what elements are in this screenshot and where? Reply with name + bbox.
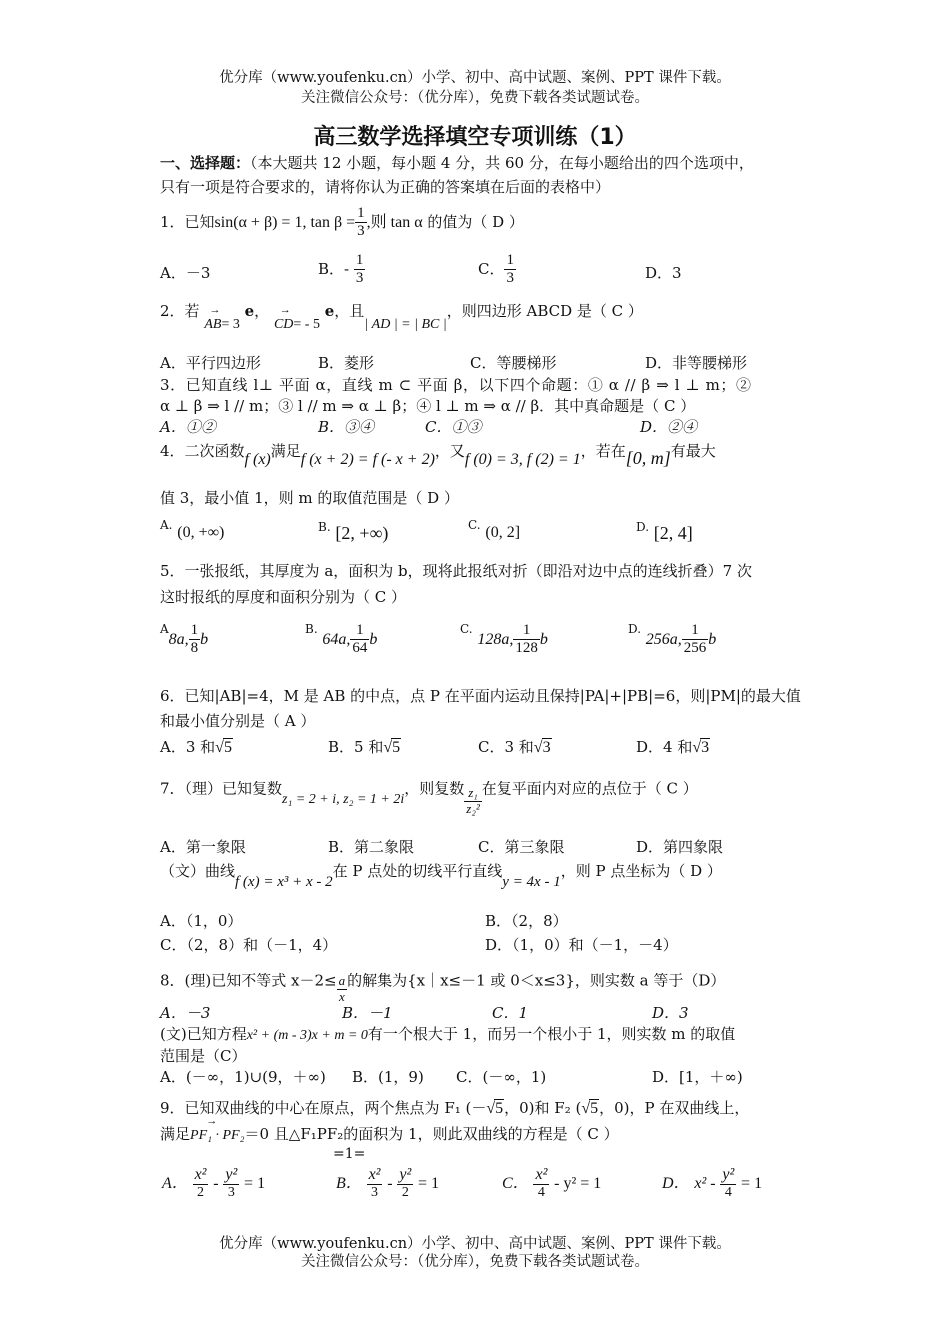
footer-line-2: 关注微信公众号：（优分库），免费下载各类试题试卷。 bbox=[301, 1254, 649, 1270]
header-line-2: 关注微信公众号：（优分库），免费下载各类试题试卷。 bbox=[301, 90, 649, 106]
question-9-line-2: 满足→ PF₁ · PF₂＝0 且△F₁PF₂的面积为 1，则此双曲线的方程是（ C ） bbox=[160, 1123, 619, 1144]
q8-option-b: B．－1 bbox=[342, 1004, 393, 1022]
question-6-line-1: 6．已知|AB|=4，M 是 AB 的中点，点 P 在平面内运动且保持|PA|+|PB|=6，则|PM|的最大值 bbox=[160, 687, 801, 705]
question-9-line-1: 9．已知双曲线的中心在原点，两个焦点为 F₁ (－√5，0)和 F₂ (√5，0)，P 在双曲线上， bbox=[160, 1099, 750, 1117]
q3-option-c: C．①③ bbox=[425, 418, 482, 436]
q2-option-d: D．非等腰梯形 bbox=[645, 354, 748, 372]
q1-option-b: B．- $\frac{1}{3}$ bbox=[318, 252, 364, 287]
question-4-line-1: 4．二次函数f (x)满足f (x + 2) = f (- x + 2)，又f (0) = 3, f (2) = 1，若在[0, m]有最大 bbox=[160, 442, 716, 468]
question-5-line-2: 这时报纸的厚度和面积分别为（ C ） bbox=[160, 588, 407, 606]
q8-option-c: C．1 bbox=[492, 1004, 529, 1022]
q2-option-b: B．菱形 bbox=[318, 354, 375, 372]
q5-option-c: $^{C.}$ 128a, $\frac{1}{128}$ b bbox=[460, 622, 548, 657]
question-8-wen-line-2: 范围是（C） bbox=[160, 1047, 247, 1065]
q9-option-b: B． $\frac{\text{x²}}{3}$ - $\frac{\text{y²}}{2}$ = 1 bbox=[336, 1166, 440, 1201]
q1-stem: sin(α + β) = 1, tan β = bbox=[214, 213, 356, 231]
q9-option-c: C． $\frac{\text{x²}}{4}$ - y² = 1 bbox=[502, 1166, 602, 1201]
q9-option-d: D． x² - $\frac{\text{y²}}{4}$ = 1 bbox=[662, 1166, 763, 1201]
q8-wen-option-d: D．[1，＋∞) bbox=[652, 1068, 743, 1086]
q3-option-d: D．②④ bbox=[640, 418, 698, 436]
q9-option-a: A． $\frac{\text{x²}}{2}$ - $\frac{\text{y²}}{3}$ = 1 bbox=[162, 1166, 266, 1201]
question-1 bbox=[160, 205, 524, 241]
q5-option-a: $^A$8a, $\frac{1}{8}$ b bbox=[160, 622, 209, 657]
q2-vector-cd: → CD bbox=[274, 317, 293, 333]
q1-fraction: $\frac{1}{3}$ bbox=[357, 205, 365, 240]
q7-option-b: B．第二象限 bbox=[328, 838, 415, 856]
q3-option-a: A．①② bbox=[160, 418, 216, 436]
q8-option-a: A．－3 bbox=[160, 1004, 211, 1022]
q1-tail: ,则 tan α bbox=[366, 213, 423, 231]
section-heading bbox=[160, 152, 754, 173]
q7-wen-option-c: C．（2，8）和（－1，4） bbox=[160, 936, 338, 954]
q7-option-a: A．第一象限 bbox=[160, 838, 246, 856]
page-title: 高三数学选择填空专项训练（1） bbox=[313, 125, 637, 150]
question-3-line-2: α ⊥ β ⇒ l // m；③ l // m ⇒ α ⊥ β；④ l ⊥ m ⇒ α // β．其中真命题是（ C ） bbox=[160, 397, 696, 415]
q8-wen-option-a: A．(－∞，1)∪(9，＋∞) bbox=[160, 1068, 326, 1086]
q1-answer: 的值为（ D ） bbox=[422, 212, 524, 231]
q2-option-a: A．平行四边形 bbox=[160, 354, 261, 372]
footer-line-1: 优分库（www.youfenku.cn）小学、初中、高中试题、案例、PPT 课件下载。 bbox=[219, 1236, 731, 1252]
section-desc-1: （本大题共 12 小题，每小题 4 分，共 60 分，在每小题给出的四个选项中， bbox=[250, 154, 754, 172]
question-7-wen: （文）曲线f (x) = x³ + x - 2在 P 点处的切线平行直线y = 4x - 1，则 P 点坐标为（ D ） bbox=[160, 862, 722, 890]
q7-wen-option-b: B．（2，8） bbox=[485, 912, 568, 930]
section-label: 一、选择题： bbox=[160, 154, 251, 172]
q4-option-b: B. [2, +∞) bbox=[318, 520, 389, 543]
q7-wen-option-a: A．（1，0） bbox=[160, 912, 243, 930]
q5-option-b: $^{B.}$ 64a, $\frac{1}{64}$ b bbox=[305, 622, 378, 657]
q6-option-b: B．5 和√5 bbox=[328, 738, 401, 756]
q6-option-d: D．4 和√3 bbox=[636, 738, 710, 756]
header-line-1: 优分库（www.youfenku.cn）小学、初中、高中试题、案例、PPT 课件下载。 bbox=[219, 70, 731, 86]
question-8-wen-line-1: (文)已知方程x² + (m - 3)x + m = 0有一个根大于 1，而另一个根小于 1，则实数 m 的取值 bbox=[160, 1025, 736, 1043]
q1-num: 1．已知 bbox=[160, 212, 215, 231]
q8-wen-option-b: B．(1，9) bbox=[352, 1068, 424, 1086]
section-desc-2: 只有一项是符合要求的，请将你认为正确的答案填在后面的表格中） bbox=[160, 178, 611, 196]
q6-option-c: C．3 和√3 bbox=[478, 738, 551, 756]
q2-abs-eq: | AD | = | BC | bbox=[364, 317, 447, 332]
q7-wen-option-d: D．（1，0）和（－1，－4） bbox=[485, 936, 678, 954]
question-3-line-1: 3．已知直线 l⊥ 平面 α，直线 m ⊂ 平面 β，以下四个命题：① α // β ⇒ l ⊥ m；② bbox=[160, 376, 752, 394]
q9-stray-text: =1= bbox=[333, 1146, 366, 1162]
question-7: 7．（理）已知复数z₁ = 2 + i, z₂ = 1 + 2i，则复数 $\frac{\text{z₁}}{\text{z₂²}}$ 在复平面内对应的点位于（ C ） bbox=[160, 779, 698, 816]
q6-option-a: A．3 和√5 bbox=[160, 738, 232, 756]
question-4-line-2: 值 3，最小值 1，则 m 的取值范围是（ D ） bbox=[160, 489, 459, 507]
q4-option-a: A. (0, +∞) bbox=[160, 518, 225, 541]
q2-vector-ab: → AB bbox=[204, 317, 221, 333]
q1-option-d: D．3 bbox=[645, 264, 682, 282]
question-2: 2．若 → AB= 3 e， → CD= - 5 e，且| AD | = | BC |，则四边形 ABCD 是（ C ） bbox=[160, 300, 643, 321]
question-8: 8．(理)已知不等式 x－2≤ $\frac{a}{x}$ 的解集为{x｜x≤－1 或 0＜x≤3}，则实数 a 等于（D） bbox=[160, 971, 726, 1004]
q2-option-c: C．等腰梯形 bbox=[470, 354, 557, 372]
q4-option-c: C. (0, 2] bbox=[468, 518, 521, 541]
q5-option-d: $^{D.}$ 256a, $\frac{1}{256}$ b bbox=[628, 622, 717, 657]
q1-option-c: C． $\frac{1}{3}$ bbox=[478, 252, 514, 287]
q7-option-d: D．第四象限 bbox=[636, 838, 724, 856]
question-5-line-1: 5．一张报纸，其厚度为 a，面积为 b，现将此报纸对折（即沿对边中点的连线折叠）7 次 bbox=[160, 562, 752, 580]
q4-option-d: D. [2, 4] bbox=[636, 520, 693, 543]
q7-option-c: C．第三象限 bbox=[478, 838, 565, 856]
question-6-line-2: 和最小值分别是（ A ） bbox=[160, 712, 316, 730]
q8-option-d: D．3 bbox=[652, 1004, 689, 1022]
q3-option-b: B．③④ bbox=[318, 418, 375, 436]
q1-option-a: A．－3 bbox=[160, 264, 211, 282]
q8-wen-option-c: C．(－∞，1) bbox=[456, 1068, 547, 1086]
q9-dot-product: → PF₁ · PF₂ bbox=[190, 1128, 244, 1144]
